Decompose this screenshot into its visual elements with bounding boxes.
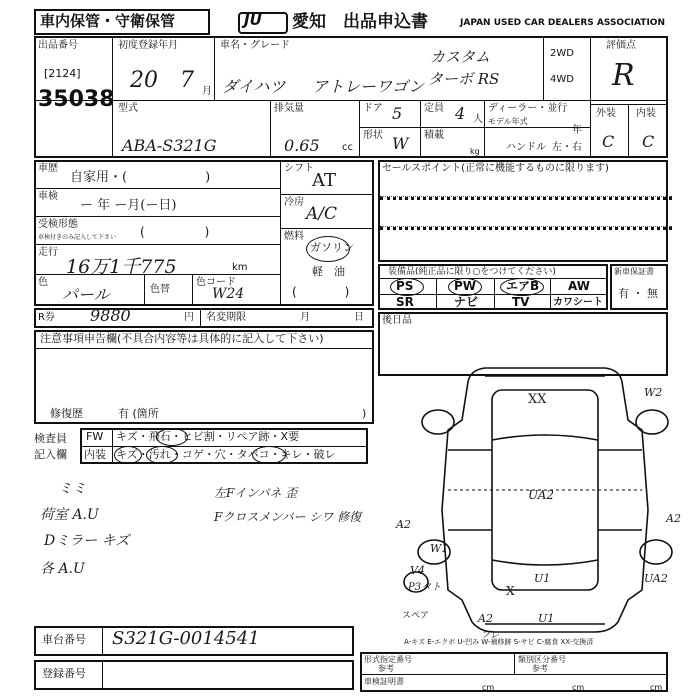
chassis-label: 車台番号 bbox=[42, 633, 86, 646]
type-class-ref: 参考 bbox=[532, 664, 548, 673]
door-label: ドア bbox=[363, 103, 383, 114]
mark-xx: XX bbox=[528, 392, 547, 407]
shift-label: シフト bbox=[284, 163, 314, 174]
month-unit: 月 bbox=[202, 86, 212, 97]
first-reg-month: 7 bbox=[180, 68, 194, 93]
model-year-label: モデル年式 bbox=[488, 117, 528, 126]
shape-value: W bbox=[392, 134, 409, 153]
mileage-value: 16万1千775 bbox=[66, 256, 177, 278]
recycle-value: 9880 bbox=[90, 306, 131, 325]
handle-lr: 左・右 bbox=[552, 142, 582, 153]
equip-circle-pw bbox=[448, 278, 482, 296]
name-change-day: 日 bbox=[354, 312, 364, 323]
warranty-label: 新車保証書 bbox=[614, 267, 654, 276]
displacement-label: 排気量 bbox=[274, 103, 304, 114]
handle-label: ハンドル bbox=[506, 142, 546, 153]
ju-logo-text: JU bbox=[244, 11, 262, 29]
storage-title: 車内保管・守衛保管 bbox=[40, 12, 176, 30]
lot-number-label: 出品番号 bbox=[38, 40, 78, 51]
mark-a2-right: A2 bbox=[666, 512, 681, 525]
mark-v4: V4 bbox=[410, 564, 425, 577]
exterior-value: C bbox=[602, 132, 615, 151]
color-label: 色 bbox=[38, 277, 48, 288]
model-name: アトレーワゴン bbox=[312, 77, 425, 96]
seat-label: 後日品 bbox=[382, 315, 412, 326]
maker-name: ダイハツ bbox=[222, 77, 286, 96]
interior-value: C bbox=[642, 132, 655, 151]
mark-fure: フレ bbox=[480, 630, 500, 641]
note-2: 荷室 A.U bbox=[40, 507, 99, 523]
first-reg-label: 初度登録年月 bbox=[118, 40, 178, 51]
inspector-fw-tag: FW bbox=[86, 430, 104, 443]
exterior-label: 外装 bbox=[596, 108, 616, 119]
receipt-value: ( ) bbox=[140, 225, 210, 239]
size-label: 車検証明書 bbox=[364, 677, 404, 686]
interior-label: 内装 bbox=[636, 108, 656, 119]
circle-scratch bbox=[114, 446, 142, 464]
mark-a2-bottom: A2 bbox=[478, 612, 493, 625]
note-3: Dミラー キズ bbox=[44, 533, 130, 549]
fuel-gasoline: ガソリン bbox=[310, 241, 354, 254]
mark-u1-center: U1 bbox=[534, 572, 551, 585]
inspection-label: 車検 bbox=[38, 191, 58, 202]
recycle-row bbox=[34, 308, 374, 328]
color-code-value: W24 bbox=[212, 286, 245, 302]
mark-u1-bottom: U1 bbox=[538, 612, 555, 625]
mileage-label: 走行 bbox=[38, 247, 58, 258]
inspector-label: 検査員 bbox=[34, 432, 67, 445]
eval-label: 評価点 bbox=[606, 40, 636, 51]
load-label: 積載 bbox=[424, 130, 444, 141]
repair-close: ) bbox=[362, 407, 367, 420]
color-code-label: 色コード bbox=[196, 277, 236, 288]
name-change-label: 名変期限 bbox=[206, 312, 246, 323]
equip-circle-ps bbox=[390, 278, 424, 296]
equip-tv: TV bbox=[512, 295, 530, 309]
notes-title: 注意事項申告欄(不具合内容等は具体的に記入して下さい) bbox=[40, 332, 324, 345]
note-5: 左Fインパネ 歪 bbox=[214, 486, 298, 500]
mark-ua2-right: UA2 bbox=[644, 572, 668, 585]
diagram-legend: A-キズ E-エクボ U-凹み W-補修跡 S-サビ C-腐食 XX-交換済 bbox=[404, 638, 594, 646]
receipt-sub: 車検付きのみ記入して下さい bbox=[38, 234, 117, 241]
dealer-label: ディーラー・並行 bbox=[488, 103, 568, 114]
mark-w1: W1 bbox=[430, 542, 449, 555]
capacity-label: 定員 bbox=[424, 103, 444, 114]
type-cert-label: 形式指定番号 bbox=[364, 655, 412, 664]
history-label: 車歴 bbox=[38, 163, 58, 174]
inspector-interior-tag: 内装 bbox=[84, 448, 106, 461]
first-reg-year: 20 bbox=[130, 68, 158, 93]
equip-sr: SR bbox=[396, 295, 414, 309]
equip-ps: PS bbox=[396, 279, 414, 293]
circle-dirt bbox=[146, 446, 178, 464]
door-value: 5 bbox=[392, 104, 403, 123]
ac-label: 冷房 bbox=[284, 197, 304, 208]
equip-pw: PW bbox=[454, 279, 477, 293]
type-class-label: 類別区分番号 bbox=[518, 655, 566, 664]
chassis-value: S321G-0014541 bbox=[112, 628, 260, 649]
inspector-label2: 記入欄 bbox=[34, 448, 67, 461]
yen-unit: 円 bbox=[184, 312, 194, 323]
association-name: JAPAN USED CAR DEALERS ASSOCIATION bbox=[460, 18, 665, 28]
mark-a2-left: A2 bbox=[396, 518, 411, 531]
circle-chip bbox=[156, 428, 188, 446]
equip-circle-airbag bbox=[500, 278, 544, 296]
registration-label: 登録番号 bbox=[42, 667, 86, 680]
inspector-fw-items: キズ・飛石・ヒビ割・リペア跡・X要 bbox=[116, 430, 300, 443]
fuel-label: 燃料 bbox=[284, 231, 304, 242]
warranty-value: 有 ・ 無 bbox=[618, 287, 658, 300]
equip-navi: ナビ bbox=[454, 295, 479, 309]
receipt-label: 受検形態 bbox=[38, 219, 78, 230]
grade-line2: ターボ RS bbox=[428, 70, 500, 88]
aichi-label: 愛知 bbox=[292, 12, 326, 32]
repair-label: 修復歴 bbox=[50, 407, 83, 420]
color-change-label: 色替 bbox=[150, 284, 170, 295]
person-unit: 人 bbox=[473, 114, 483, 125]
year-unit: 年 bbox=[572, 125, 582, 136]
drive-4wd: 4WD bbox=[550, 74, 574, 85]
recycle-label: R券 bbox=[38, 312, 55, 323]
shift-value: AT bbox=[312, 170, 337, 191]
repair-value: 有 (箇所 bbox=[118, 407, 159, 420]
note-1: ミミ bbox=[58, 481, 86, 497]
inspection-value: ー 年 ー月(ー日) bbox=[80, 198, 177, 213]
capacity-value: 4 bbox=[455, 104, 466, 123]
type-label: 型式 bbox=[118, 103, 138, 114]
cc-unit: cc bbox=[342, 142, 353, 153]
ac-value: A/C bbox=[306, 204, 338, 224]
fuel-paren: ( ) bbox=[292, 285, 350, 299]
sales-point-label: セールスポイント(正常に機能するものに限ります) bbox=[382, 163, 609, 174]
form-title: 出品申込書 bbox=[343, 12, 428, 32]
lot-sub-number: [2124] bbox=[44, 67, 81, 80]
note-4: 各 A.U bbox=[40, 561, 85, 577]
size-cm-1: cm bbox=[482, 683, 495, 692]
eval-value: R bbox=[612, 58, 635, 93]
name-grade-label: 車名・グレード bbox=[220, 40, 290, 51]
inspector-interior-items: キズ・汚れ・コゲ・穴・タバコ・キレ・破レ bbox=[116, 448, 336, 461]
shape-label: 形状 bbox=[363, 130, 383, 141]
drive-2wd: 2WD bbox=[550, 48, 574, 59]
circle-tobacco bbox=[252, 446, 286, 464]
km-unit: km bbox=[232, 262, 248, 273]
grade-line1: カスタム bbox=[430, 48, 491, 66]
displacement-value: 0.65 bbox=[284, 136, 320, 155]
kg-unit: kg bbox=[470, 147, 480, 156]
history-value: 自家用・( ) bbox=[70, 170, 211, 185]
size-cm-2: cm bbox=[572, 683, 585, 692]
type-value: ABA-S321G bbox=[122, 136, 217, 155]
mark-ua2-center: UA2 bbox=[528, 488, 555, 502]
sales-point-box bbox=[378, 160, 668, 262]
mark-w2: W2 bbox=[644, 386, 663, 399]
lot-number: 35038 bbox=[38, 87, 115, 112]
mark-x: X bbox=[506, 584, 515, 598]
note-6: Fクロスメンバー シワ 修復 bbox=[214, 510, 362, 524]
name-change-month: 月 bbox=[300, 312, 310, 323]
fuel-oil: 油 bbox=[334, 265, 345, 278]
fuel-light: 軽 bbox=[312, 265, 323, 278]
type-cert-ref: 参考 bbox=[378, 664, 394, 673]
color-value: パール bbox=[62, 285, 110, 304]
spare-label: スペア bbox=[402, 611, 430, 621]
equip-leather-seat: カワシート bbox=[553, 297, 603, 308]
equip-aw: AW bbox=[568, 279, 590, 293]
equipment-title: 装備品(純正品に限り○をつけてください) bbox=[388, 267, 556, 277]
equip-airbag: エアB bbox=[506, 279, 540, 293]
size-cm-3: cm bbox=[650, 683, 663, 692]
mark-p3: P3タト bbox=[408, 582, 442, 593]
